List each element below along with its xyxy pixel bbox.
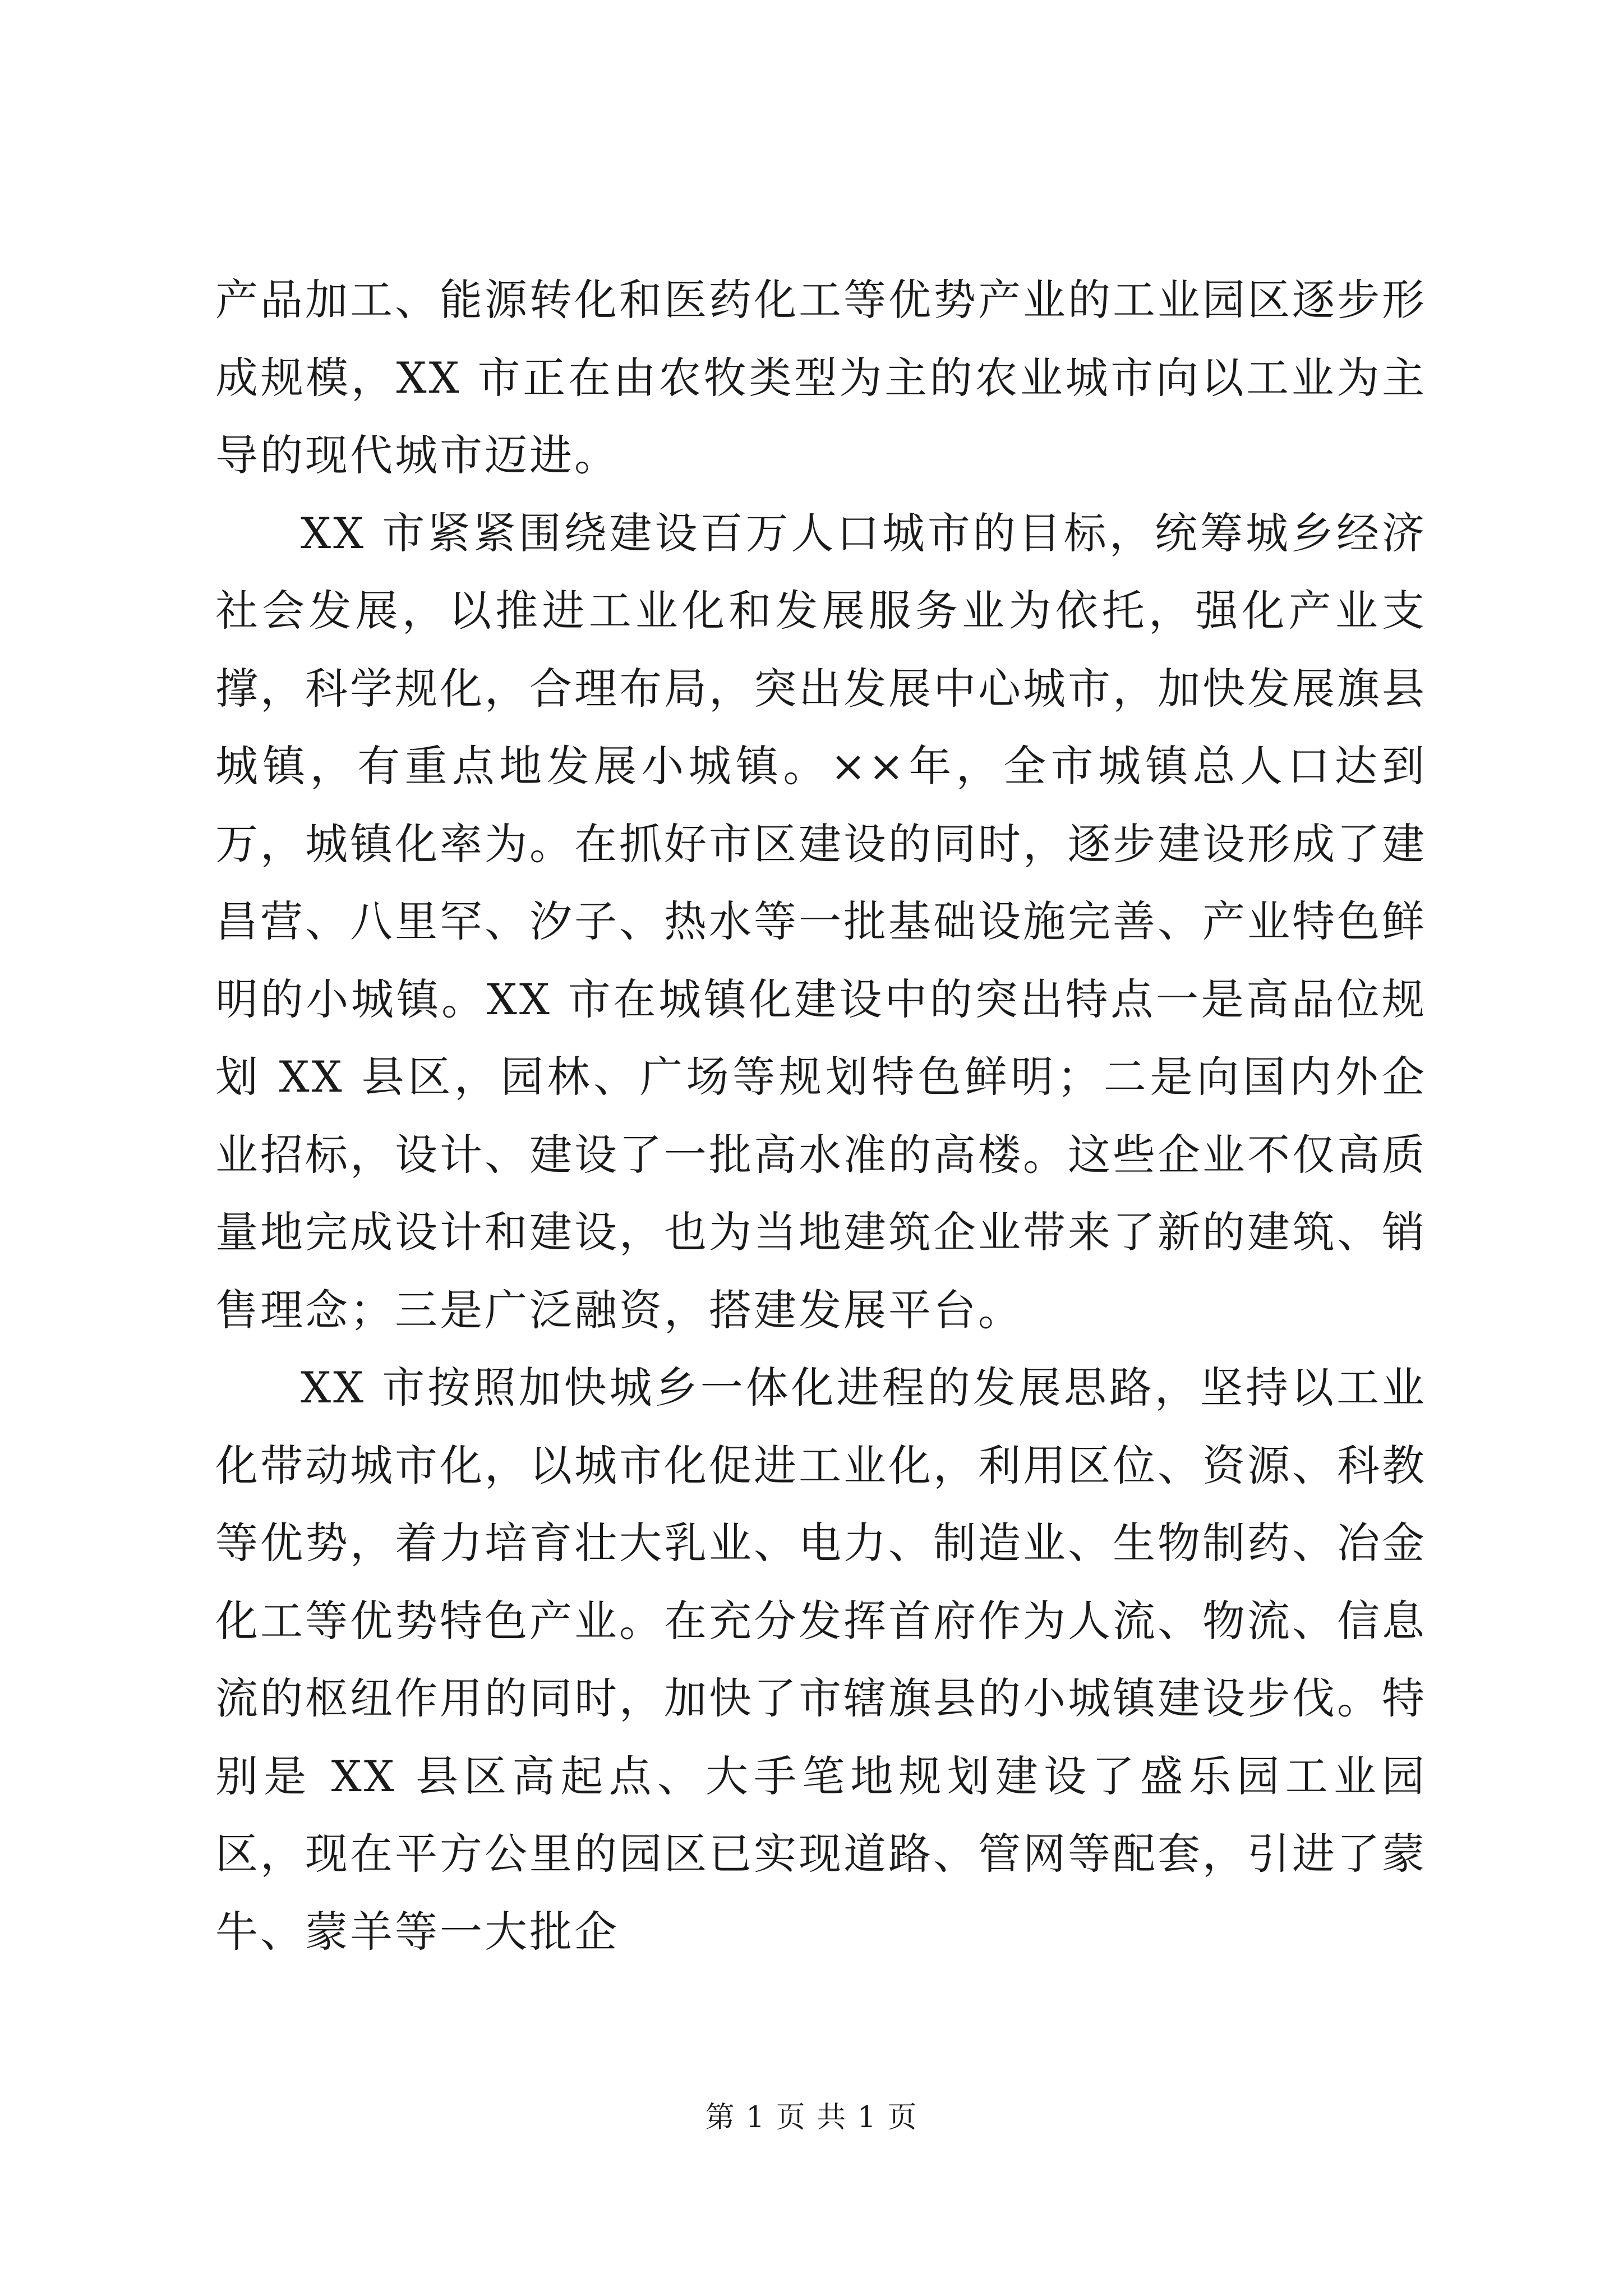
paragraph-industrialization: XX 市按照加快城乡一体化进程的发展思路，坚持以工业化带动城市化，以城市化促进工业化，利用区位、资源、科教等优势，着力培育壮大乳业、电力、制造业、生物制药、冶金化工等优势特色产业。在充分发挥首府作为人流、物流、信息流的枢纽作用的同时，加快了市辖旗县的小城镇建设步伐。特别是 XX 县区高起点、大手笔地规划建设了盛乐园工业园区，现在平方公里的园区已实现道路、管网等配套，引进了蒙牛、蒙羊等一大批企 — [215, 1363, 1427, 1957]
paragraph-urbanization: XX 市紧紧围绕建设百万人口城市的目标，统筹城乡经济社会发展，以推进工业化和发展服务业为依托，强化产业支撑，科学规化，合理布局，突出发展中心城市，加快发展旗县城镇，有重点地发展小城镇。××年，全市城镇总人口达到万，城镇化率为。在抓好市区建设的同时，逐步建设形成了建昌营、八里罕、汐子、热水等一批基础设施完善、产业特色鲜明的小城镇。XX 市在城镇化建设中的突出特点一是高品位规划 XX 县区，园林、广场等规划特色鲜明；二是向国内外企业招标，设计、建设了一批高水准的高楼。这些企业不仅高质量地完成设计和建设，也为当地建筑企业带来了新的建筑、销售理念；三是广泛融资，搭建发展平台。 — [215, 508, 1427, 1335]
page-number-footer: 第 1 页 共 1 页 — [705, 2101, 918, 2134]
document-body — [215, 261, 1427, 1971]
paragraph-continued: 产品加工、能源转化和医药化工等优势产业的工业园区逐步形成规模，XX 市正在由农牧类型为主的农业城市向以工业为主导的现代城市迈进。 — [215, 275, 1427, 480]
